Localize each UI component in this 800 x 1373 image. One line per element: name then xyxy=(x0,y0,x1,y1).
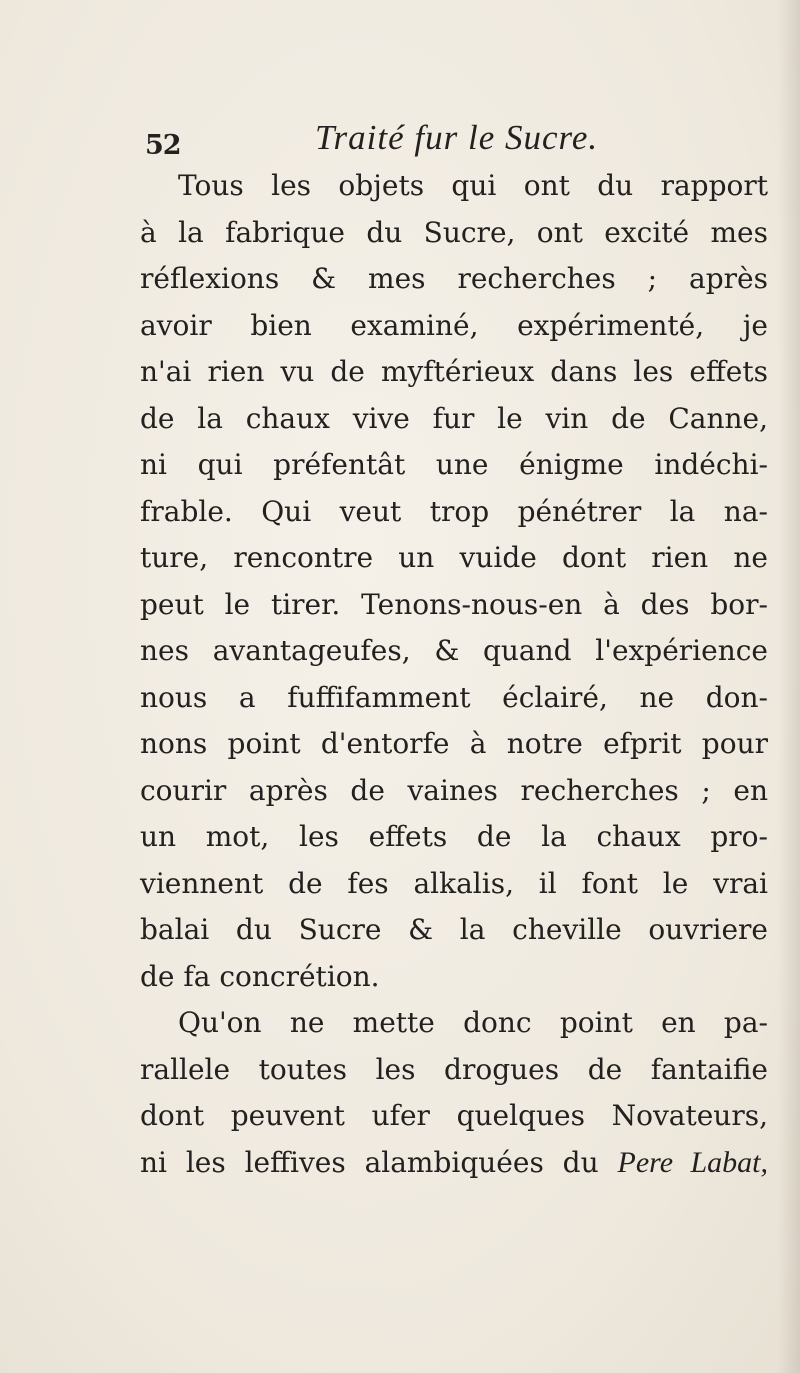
text-line: Tous les objets qui ont du rapport xyxy=(178,169,768,202)
text-line: avoir bien examiné, expérimenté, je xyxy=(140,308,768,342)
text-line-part: ni les leffives alambiquées du xyxy=(140,1145,599,1179)
text-line: nous a fuffifamment éclairé, ne don- xyxy=(140,680,768,714)
text-line: à la fabrique du Sucre, ont excité mes xyxy=(140,215,768,249)
text-line: n'ai rien vu de myftérieux dans les effets xyxy=(140,355,768,388)
page-number: 52 xyxy=(145,130,181,161)
text-line: un mot, les effets de la chaux pro- xyxy=(140,820,768,853)
text-line: rallele toutes les drogues de fantaifie xyxy=(140,1052,768,1086)
text-line: balai du Sucre & la cheville ouvriere xyxy=(140,913,768,946)
text-line: réflexions & mes recherches ; après xyxy=(140,262,768,295)
text-line: peut le tirer. Tenons-nous-en à des bor- xyxy=(140,587,768,621)
running-title: Traité fur le Sucre. xyxy=(315,118,599,157)
paragraph-1 xyxy=(140,163,768,1000)
text-line: ni qui préfentât une énigme indéchi- xyxy=(140,448,768,481)
text-line: nons point d'entorfe à notre efprit pour xyxy=(140,727,768,760)
text-line: ture, rencontre un vuide dont rien ne xyxy=(140,541,768,574)
page-edge-shadow xyxy=(778,0,800,1373)
body-text xyxy=(140,163,768,1186)
text-line: de fa concrétion. xyxy=(140,959,380,993)
text-line: Qu'on ne mette donc point en pa- xyxy=(178,1006,768,1039)
text-line: viennent de fes alkalis, il font le vrai xyxy=(140,866,768,900)
text-line: courir après de vaines recherches ; en xyxy=(140,773,768,807)
paragraph-2 xyxy=(140,1000,768,1186)
italic-name: Pere Labat, xyxy=(617,1145,768,1179)
text-line: nes avantageufes, & quand l'expérience xyxy=(140,634,768,667)
text-line: frable. Qui veut trop pénétrer la na- xyxy=(140,494,768,528)
text-line: dont peuvent ufer quelques Novateurs, xyxy=(140,1099,768,1132)
text-line: de la chaux vive fur le vin de Canne, xyxy=(140,401,768,435)
text-line-with-italic xyxy=(140,1140,768,1187)
page-header xyxy=(0,118,800,168)
